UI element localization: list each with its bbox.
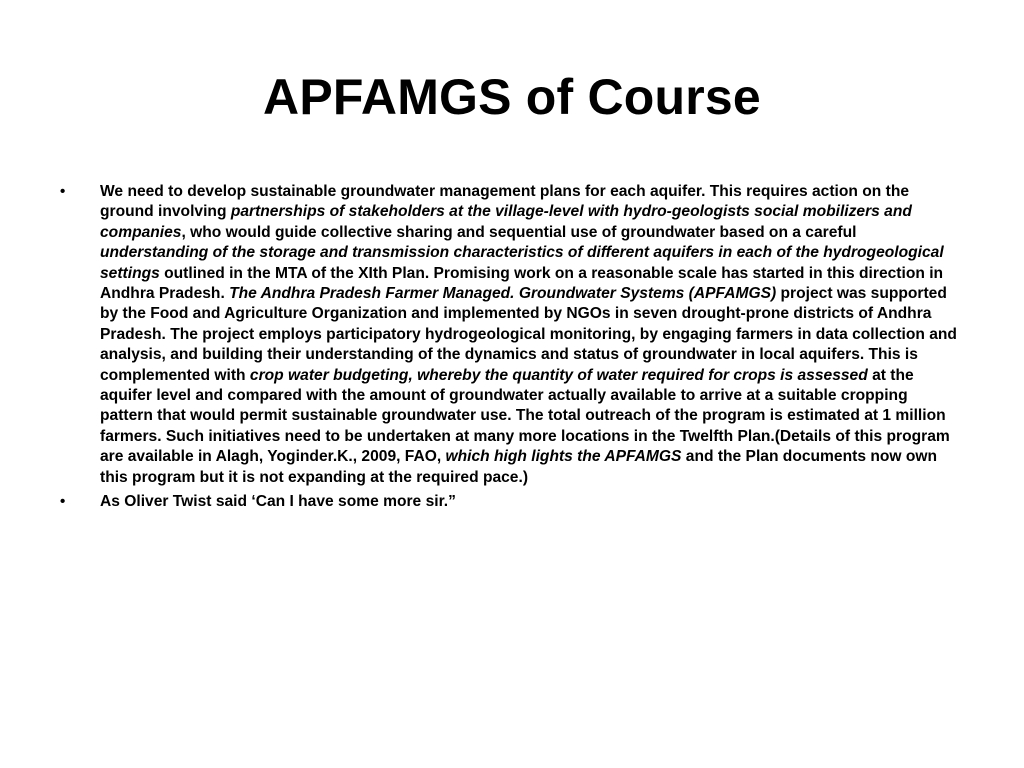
text-segment: We need to develop sustainable groundwater management plans for each aquifer. This requires action on the ground involving [100, 183, 910, 221]
bullet-list [60, 182, 962, 517]
bullet-dot-icon: • [60, 493, 66, 511]
text-segment: project was supported by the Food and Agriculture Organization and implemented by NGOs in seven drought-prone districts of Andhra Pradesh. The project employs participatory hydrogeological monitoring, by engaging farmers in data collection and analysis, and building their understanding of the dynamics and status of groundwater in local aquifers. This is complemented with [100, 285, 957, 384]
text-segment-italic: which high lights the APFAMGS [445, 448, 682, 466]
text-segment-italic: understanding of the storage and transmission characteristics of different aquifers in each of the hydrogeological settings [100, 244, 944, 282]
text-segment-italic: partnerships of stakeholders at the village-level with hydro-geologists social mobilizers and companies [100, 203, 912, 241]
text-segment: and the Plan documents now own this program but it is not expanding at the required pace.) [100, 448, 938, 486]
text-segment: , who would guide collective sharing and sequential use of groundwater based on a careful [181, 223, 857, 241]
text-segment: outlined in the MTA of the XIth Plan. Promising work on a reasonable scale has started in this direction in Andhra Pradesh. [100, 264, 944, 303]
text-segment: As Oliver Twist said ‘Can I have some more sir.” [100, 493, 456, 511]
bullet-dot-icon: • [60, 183, 66, 200]
text-segment-italic: crop water budgeting, whereby the quantity of water required for crops is assessed [249, 366, 868, 384]
bullet-item-1 [60, 182, 962, 488]
text-segment-italic: The Andhra Pradesh Farmer Managed. Groundwater Systems (APFAMGS) [229, 285, 777, 303]
bullet-text-2 [100, 493, 456, 510]
bullet-item-2 [60, 492, 962, 512]
slide-title: APFAMGS of Course [263, 69, 761, 125]
text-segment: at the aquifer level and compared with the amount of groundwater actually available to arrive at a suitable cropping pattern that would permit sustainable groundwater use. The total outreach of the program is estimated at 1 million farmers. Such initiatives need to be undertaken at many more locations in the Twelfth Plan.(Details of this program are available in Alagh, Yoginder.K., 2009, FAO, [100, 366, 950, 466]
bullet-text-1 [100, 183, 957, 486]
